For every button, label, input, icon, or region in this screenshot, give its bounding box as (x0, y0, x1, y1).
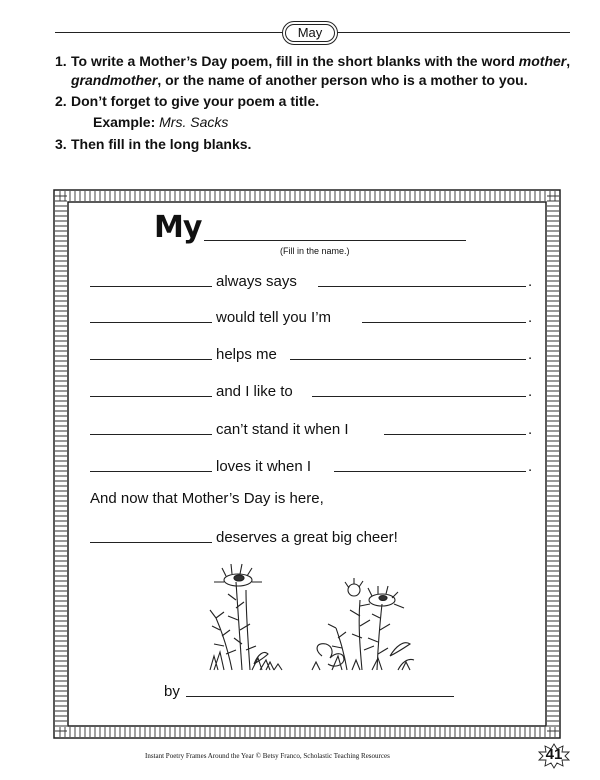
page-number: 41 (545, 746, 563, 763)
line-text: helps me (216, 346, 277, 363)
instruction-1 (55, 52, 575, 90)
line-text: loves it when I (216, 458, 312, 475)
line-text: can’t stand it when I (216, 421, 349, 438)
instruction-text: To write a Mother’s Day poem, fill in the short blanks with the word mother, grandmother, or the name of another person who is a mother to you. (71, 53, 571, 88)
instruction-text: Then fill in the long blanks. (71, 136, 252, 152)
instruction-number: 1. (55, 53, 67, 69)
page-number-badge (537, 743, 571, 769)
line-text: would tell you I’m (216, 309, 332, 326)
closing-line: And now that Mother’s Day is here, (90, 490, 324, 507)
line-end: . (528, 458, 533, 475)
long-blank[interactable] (318, 286, 526, 287)
line-end: . (528, 309, 533, 326)
short-blank[interactable] (90, 396, 212, 397)
short-blank[interactable] (90, 542, 212, 543)
instruction-2 (55, 92, 575, 111)
byline (164, 678, 464, 700)
poem-line (90, 268, 533, 290)
long-blank[interactable] (362, 322, 526, 323)
footer-credit: Instant Poetry Frames Around the Year © Betsy Franco, Scholastic Teaching Resources (145, 752, 390, 760)
poem-line (90, 453, 533, 475)
flower-illustration (202, 560, 442, 678)
title-hint: (Fill in the name.) (280, 246, 350, 256)
example-value: Mrs. Sacks (159, 114, 229, 130)
poem-line (90, 304, 533, 326)
by-label: by (164, 683, 180, 700)
line-end: . (528, 346, 533, 363)
short-blank[interactable] (90, 322, 212, 323)
long-blank[interactable] (290, 359, 526, 360)
cheer-line (90, 524, 530, 546)
line-text: deserves a great big cheer! (216, 529, 398, 546)
short-blank[interactable] (90, 359, 212, 360)
instruction-number: 3. (55, 136, 67, 152)
line-end: . (528, 421, 533, 438)
short-blank[interactable] (90, 434, 212, 435)
line-text: and I like to (216, 383, 293, 400)
instruction-number: 2. (55, 93, 67, 109)
title-blank[interactable] (204, 240, 466, 241)
long-blank[interactable] (334, 471, 526, 472)
month-label: May (285, 24, 335, 42)
poem-area (72, 198, 552, 718)
line-text: always says (216, 273, 297, 290)
poem-title: My (154, 210, 202, 245)
month-tab (282, 21, 338, 45)
instruction-3 (55, 135, 575, 154)
line-end: . (528, 273, 533, 290)
long-blank[interactable] (312, 396, 526, 397)
author-blank[interactable] (186, 696, 454, 697)
instructions (55, 52, 575, 156)
example (93, 113, 575, 132)
short-blank[interactable] (90, 286, 212, 287)
poem-line (90, 378, 533, 400)
poem-line (90, 416, 533, 438)
line-end: . (528, 383, 533, 400)
short-blank[interactable] (90, 471, 212, 472)
instruction-text: Don’t forget to give your poem a title. (71, 93, 320, 109)
poem-line (90, 341, 533, 363)
long-blank[interactable] (384, 434, 526, 435)
example-label: Example: (93, 114, 156, 130)
